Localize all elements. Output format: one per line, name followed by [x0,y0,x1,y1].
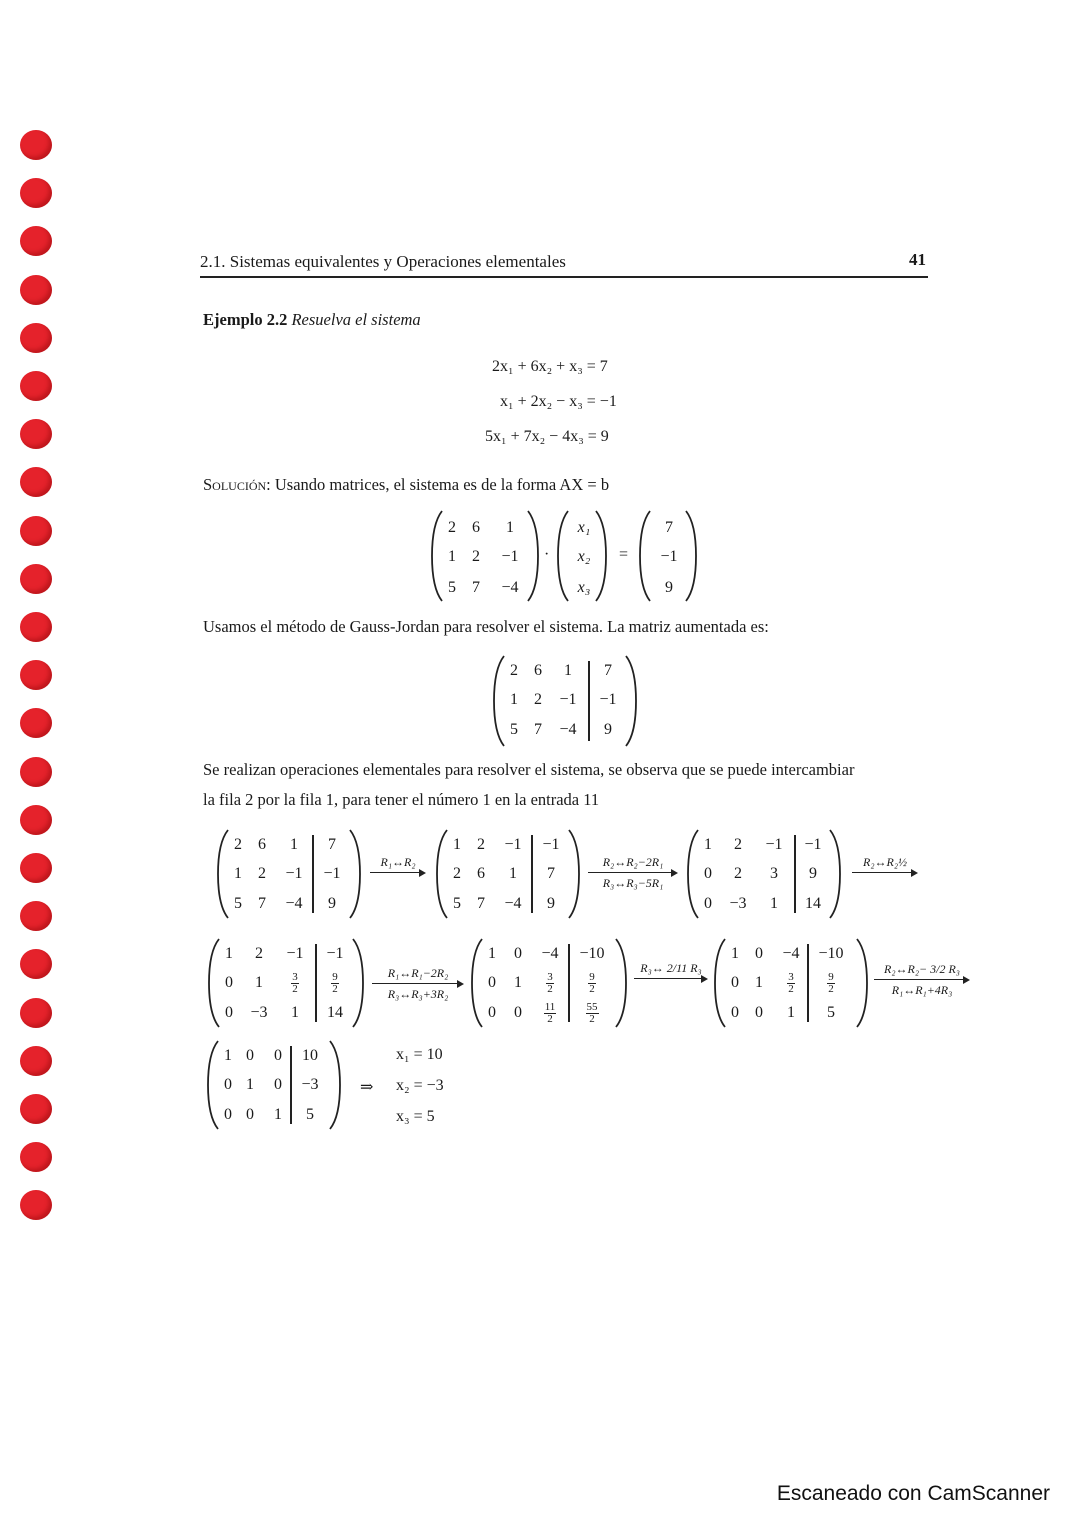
matrix-cell: 2 [734,836,742,853]
matrix-cell: 6 [472,519,480,536]
matrix-rhs-cell: 7 [604,662,612,679]
matrix-cell: −3 [729,895,747,912]
matrix-cell: 2 [534,691,542,708]
matrix-cell: 1 [255,974,263,991]
row-operation-label: R₃↔R₃+3R₂ [387,987,449,1001]
constant-vector [638,510,698,602]
matrix-cell: −1 [286,945,304,962]
matrix-cell: 0 [246,1106,254,1123]
matrix-rhs-cell: 7 [328,836,336,853]
reduction-step-matrix [207,938,365,1028]
row-operation-label: R₁↔R₁+4R₃ [891,983,953,997]
matrix-cell: 0 [704,865,712,882]
row-operation-arrow [372,966,464,1006]
matrix-cell: 1 [510,691,518,708]
reduction-step-matrix [435,829,581,919]
matrix-cell: −1 [504,836,522,853]
result-x3: x₃ = 5 [396,1108,435,1125]
row-operation-arrow [634,961,708,1001]
binder-holes [10,130,54,1380]
arrow-line [874,979,964,980]
matrix-cell: $\frac{3}{2}$ [547,971,553,995]
matrix-rhs-cell: −1 [804,836,822,853]
result-x2: x₂ = −3 [396,1077,444,1094]
matrix-cell: $\frac{3}{2}$ [788,971,794,995]
matrix-cell: 7 [258,895,266,912]
binder-hole [20,660,52,690]
arrow-head [911,869,918,877]
row-operation-label: R₁↔R₂ [380,855,416,869]
matrix-rhs-cell: −1 [326,945,344,962]
matrix-cell: x₁ [577,519,591,536]
matrix-cell: 1 [488,945,496,962]
matrix-cell: −4 [504,895,522,912]
variable-vector [556,510,608,602]
binder-hole [20,998,52,1028]
camscanner-watermark: Escaneado con CamScanner [776,1482,1050,1505]
matrix-cell: 1 [291,1004,299,1021]
row-operation-arrow [874,962,970,1002]
matrix-rhs-cell: $\frac{9}{2}$ [332,971,338,995]
matrix-rhs-cell: −10 [818,945,844,962]
binder-hole [20,419,52,449]
binder-hole [20,1094,52,1124]
matrix-cell: 0 [514,945,522,962]
matrix-cell: 7 [665,519,673,536]
equation-2: x₁ + 2x₂ − x₃ = −1 [500,393,617,410]
matrix-cell: 2 [477,836,485,853]
matrix-cell: 9 [665,579,673,596]
row-operation-label: R₂↔R₂− 3/2 R₃ [884,962,960,976]
matrix-cell: −1 [660,548,678,565]
binder-hole [20,708,52,738]
matrix-cell: 1 [787,1004,795,1021]
binder-hole [20,1190,52,1220]
arrow-line [634,978,702,979]
matrix-cell: 2 [258,865,266,882]
matrix-cell: 1 [704,836,712,853]
operations-text-line-2: la fila 2 por la fila 1, para tener el número 1 en la entrada 11 [203,790,600,809]
matrix-cell: 1 [246,1076,254,1093]
matrix-cell: −4 [285,895,303,912]
binder-hole [20,130,52,160]
matrix-cell: −3 [250,1004,268,1021]
matrix-cell: 0 [224,1076,232,1093]
matrix-cell: 0 [731,1004,739,1021]
augmented-matrix-body [492,655,638,747]
binder-hole [20,516,52,546]
matrix-rhs-cell: $\frac{55}{2}$ [586,1001,598,1025]
binder-hole [20,564,52,594]
reduction-step-matrix [206,1040,342,1130]
matrix-cell: 3 [770,865,778,882]
example-heading [203,305,421,335]
matrix-cell: $\frac{11}{2}$ [544,1001,556,1025]
matrix-cell: −1 [559,691,577,708]
matrix-cell: 0 [731,974,739,991]
matrix-cell: 1 [234,865,242,882]
matrix-cell: 1 [506,519,514,536]
equals-sign: = [619,546,629,563]
row-operation-arrow [370,855,426,895]
matrix-cell: 1 [564,662,572,679]
binder-hole [20,901,52,931]
matrix-rhs-cell: 9 [328,895,336,912]
binder-hole [20,853,52,883]
matrix-rhs-cell: 9 [604,721,612,738]
matrix-cell: 2 [234,836,242,853]
coefficient-matrix [430,510,540,602]
matrix-cell: 1 [770,895,778,912]
matrix-rhs-cell: $\frac{9}{2}$ [589,971,595,995]
section-title: 2.1. Sistemas equivalentes y Operaciones elementales [200,252,566,271]
binder-hole [20,178,52,208]
matrix-cell: 0 [514,1004,522,1021]
solution-line [203,470,609,500]
reduction-step-matrix [686,829,842,919]
right-paren [614,938,628,1028]
binder-hole [20,1046,52,1076]
matrix-cell: 5 [234,895,242,912]
equation-3: 5x₁ + 7x₂ − 4x₃ = 9 [485,428,609,445]
matrix-cell: 7 [534,721,542,738]
row-operation-label: R₂↔R₂½ [862,855,907,869]
matrix-rhs-cell: −3 [301,1076,319,1093]
binder-hole [20,371,52,401]
matrix-cell: 1 [731,945,739,962]
matrix-cell: 5 [453,895,461,912]
matrix-cell: x₃ [577,579,591,596]
matrix-rhs-cell: 14 [805,895,821,912]
matrix-rhs-cell: 9 [809,865,817,882]
matrix-cell: −4 [559,721,577,738]
matrix-rhs-cell: −1 [599,691,617,708]
row-operation-label: R₃↔R₃−5R₁ [602,876,664,890]
matrix-rhs-cell: 7 [547,865,555,882]
matrix-cell: 2 [734,865,742,882]
matrix-cell: 1 [755,974,763,991]
arrow-line [372,983,458,984]
matrix-cell: −1 [285,865,303,882]
operations-text-line-1: Se realizan operaciones elementales para resolver el sistema, se observa que se puede intercambiar [203,760,855,779]
matrix-rhs-cell: 14 [327,1004,343,1021]
binder-hole [20,275,52,305]
matrix-cell: 6 [534,662,542,679]
matrix-cell: 0 [225,1004,233,1021]
multiply-dot: · [544,546,550,563]
binder-hole [20,612,52,642]
binder-hole [20,805,52,835]
arrow-head [419,869,426,877]
matrix-rhs-cell: 9 [547,895,555,912]
matrix-cell: x₂ [577,548,591,565]
matrix-rhs-cell: 5 [306,1106,314,1123]
matrix-cell: 1 [290,836,298,853]
matrix-cell: 1 [509,865,517,882]
matrix-cell: 1 [453,836,461,853]
row-operation-label: R₂↔R₂−2R₁ [602,855,664,869]
matrix-cell: −4 [782,945,800,962]
matrix-cell: 1 [274,1106,282,1123]
page-number: 41 [909,250,926,269]
matrix-cell: 0 [274,1076,282,1093]
matrix-cell: 0 [246,1047,254,1064]
reduction-step-matrix [713,938,869,1028]
matrix-cell: 1 [514,974,522,991]
example-statement: Resuelva el sistema [291,310,421,329]
matrix-cell: 0 [224,1106,232,1123]
arrow-line [588,872,672,873]
matrix-cell: 1 [448,548,456,565]
matrix-cell: 5 [510,721,518,738]
binder-hole [20,226,52,256]
running-header [200,252,928,278]
binder-hole [20,323,52,353]
example-label: Ejemplo 2.2 [203,310,288,329]
matrix-cell: 0 [755,945,763,962]
matrix-cell: 2 [255,945,263,962]
binder-hole [20,949,52,979]
matrix-cell: −4 [541,945,559,962]
matrix-cell: 0 [488,1004,496,1021]
arrow-line [852,872,912,873]
gauss-jordan-text: Usamos el método de Gauss-Jordan para resolver el sistema. La matriz aumentada es: [203,617,769,636]
solution-label: Solución: [203,475,271,494]
matrix-cell: 5 [448,579,456,596]
row-operation-label: R₃↔ 2/11 R₃ [640,961,702,975]
equation-1: 2x₁ + 6x₂ + x₃ = 7 [492,358,608,375]
binder-hole [20,757,52,787]
arrow-head [701,975,708,983]
matrix-cell: 1 [225,945,233,962]
matrix-cell: 0 [755,1004,763,1021]
matrix-cell: 1 [224,1047,232,1064]
matrix-cell: −1 [765,836,783,853]
matrix-cell: 0 [225,974,233,991]
matrix-rhs-cell: −1 [323,865,341,882]
matrix-cell: 0 [704,895,712,912]
matrix-rhs-cell: 5 [827,1004,835,1021]
binder-hole [20,467,52,497]
matrix-rhs-cell: 10 [302,1047,318,1064]
result-x1: x₁ = 10 [396,1046,443,1063]
row-operation-arrow [588,855,678,895]
matrix-cell: −4 [501,579,519,596]
reduction-step-matrix [470,938,628,1028]
matrix-cell: $\frac{3}{2}$ [292,971,298,995]
matrix-cell: 0 [488,974,496,991]
matrix-cell: 2 [472,548,480,565]
matrix-cell: 0 [274,1047,282,1064]
matrix-cell: 7 [472,579,480,596]
matrix-rhs-cell: $\frac{9}{2}$ [828,971,834,995]
matrix-cell: 2 [453,865,461,882]
arrow-line [370,872,420,873]
reduction-step-matrix [216,829,362,919]
matrix-cell: 6 [477,865,485,882]
row-operation-label: R₁↔R₁−2R₂ [387,966,449,980]
matrix-cell: 2 [510,662,518,679]
matrix-cell: 6 [258,836,266,853]
matrix-cell: 2 [448,519,456,536]
binder-hole [20,1142,52,1172]
matrix-cell: 7 [477,895,485,912]
matrix-rhs-cell: −1 [542,836,560,853]
right-paren [855,938,869,1028]
solution-text: Usando matrices, el sistema es de la forma AX = b [274,475,610,494]
implies-symbol: ⇒ [360,1079,374,1096]
row-operation-arrow [852,855,918,895]
matrix-cell: −1 [501,548,519,565]
matrix-rhs-cell: −10 [579,945,605,962]
